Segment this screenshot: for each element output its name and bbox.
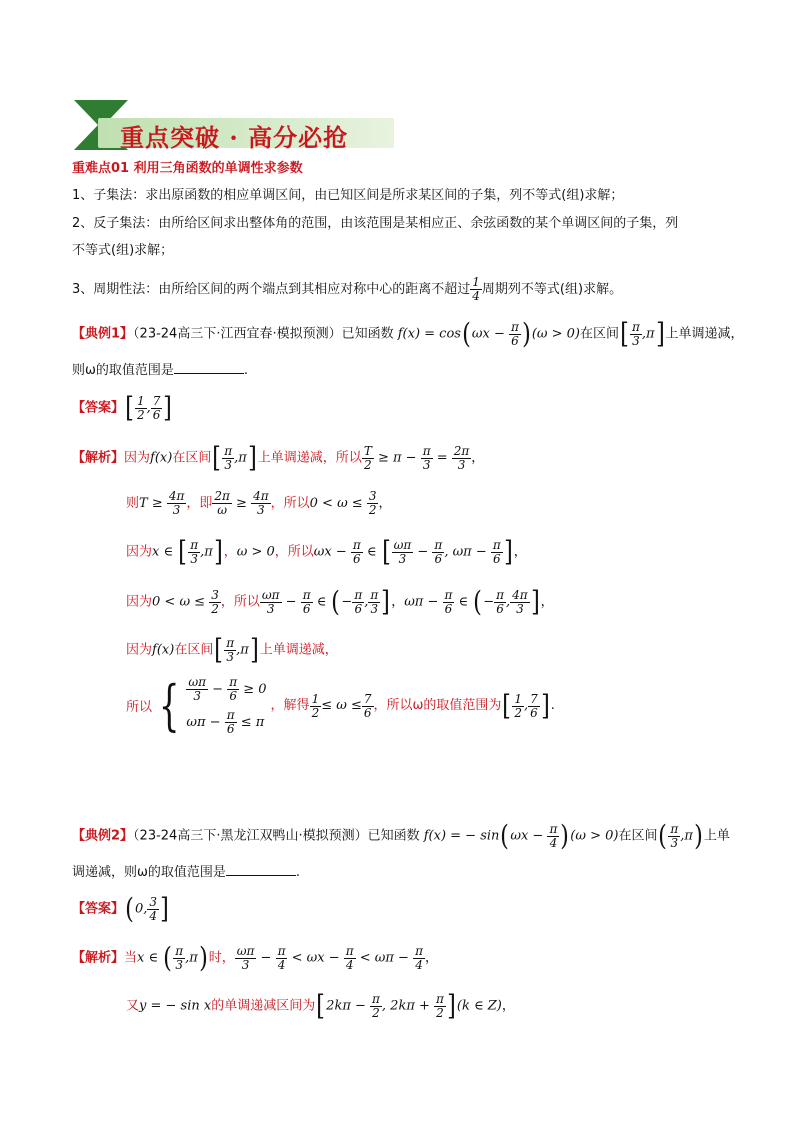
answer-blank [226, 862, 296, 876]
method-3: 3、周期性法：由所给区间的两个端点到其相应对称中心的距离不超过 $\frac{1}{4}$ 周期列不等式(组)求解。 [72, 275, 623, 303]
example-2-answer: 【答案】(0, $\frac{3}{4}$ ] [72, 892, 169, 925]
example-1-analysis-4: 因为0 < ω ≤ $\frac{3}{2}$ ，所以 $\frac{\omega\pi}{3}$ − $\frac{\pi}{6}$ ∈ (− $\frac{\pi}{6}$ , $\frac{\pi}{3}$ ]，ωπ − $\frac{\pi}{6}$ ∈ (− $\frac{\pi}{6}$ , $\frac{4\pi}{3}$ ]， [126, 585, 554, 618]
example-tag: 【典例2】 [72, 828, 134, 844]
example-1-analysis-1: 【解析】因为f(x)在区间[ $\frac{\pi}{3}$ ,π]上单调递减，所以 $\frac{T}{2}$ ≥ π − $\frac{\pi}{3}$ = $\frac{2\pi}{3}$ ， [72, 441, 485, 474]
example-tag: 【典例1】 [72, 326, 134, 342]
example-2-line-1: 【典例2】（23-24高三下·黑龙江双鸭山·模拟预测）已知函数 f(x) = − sin(ωx − $\frac{\pi}{4}$ )(ω > 0)在区间( $\frac{\pi}{3}$ ,π)上单 [72, 819, 730, 852]
example-1-line-1: 【典例1】（23-24高三下·江西宜春·模拟预测）已知函数 f(x) = cos(ωx − $\frac{\pi}{6}$ )(ω > 0)在区间[ $\frac{\pi}{3}$ ,π]上单调递减， [72, 317, 744, 350]
example-2-analysis-1: 【解析】当x ∈ ( $\frac{\pi}{3}$ ,π)时， $\frac{\omega\pi}{3}$ − $\frac{\pi}{4}$ < ωx − $\frac{\pi}{4}$ < ωπ − $\frac{\pi}{4}$ ， [72, 941, 438, 974]
example-2-line-2: 调递减，则ω的取值范围是 . [72, 862, 300, 882]
method-1: 1、子集法：求出原函数的相应单调区间，由已知区间是所求某区间的子集，列不等式(组)求解； [72, 188, 624, 203]
section-heading: 重难点01 利用三角函数的单调性求参数 [72, 161, 303, 176]
example-1-answer: 【答案】[ $\frac{1}{2}$ , $\frac{7}{6}$ ] [72, 391, 173, 424]
section-banner [72, 98, 394, 152]
example-1-analysis-3: 因为x ∈ [ $\frac{\pi}{3}$ ,π]，ω > 0，所以ωx − $\frac{\pi}{6}$ ∈ [ $\frac{\omega\pi}{3}$ − $\frac{\pi}{6}$ , ωπ − $\frac{\pi}{6}$ ]， [126, 535, 527, 568]
example-1-analysis-2: 则T ≥ $\frac{4\pi}{3}$ ，即 $\frac{2\pi}{\omega}$ ≥ $\frac{4\pi}{3}$ ，所以0 < ω ≤ $\frac{3}{2}$ ， [126, 489, 392, 517]
example-2-analysis-2: 又y = − sin x的单调递减区间为[2kπ − $\frac{\pi}{2}$ , 2kπ + $\frac{\pi}{2}$ ](k ∈ Z)， [126, 989, 515, 1022]
banner-title: 重点突破 · 高分必抢 [120, 123, 349, 152]
method-2-cont: 不等式(组)求解； [72, 243, 174, 258]
frac-quarter: $\frac{1}{4}$ [472, 275, 480, 303]
method-2: 2、反子集法：由所给区间求出整体角的范围，由该范围是某相应正、余弦函数的某个单调区间的子集，列 [72, 216, 679, 231]
answer-blank [174, 360, 244, 374]
example-1-analysis-6: 所以 { $\frac{\omega\pi}{3}$ − $\frac{\pi}{6}$ ≥ 0 ωπ − $\frac{\pi}{6}$ ≤ π ，解得 $\frac{1}{2}$ ≤ ω ≤ $\frac{7}{6}$ ，所以ω的取值范围为 [ $\frac{1}{2}$ , $\frac{7}{6}$ ] . [126, 674, 555, 737]
example-1-analysis-5: 因为f(x)在区间[ $\frac{\pi}{3}$ ,π]上单调递减， [126, 633, 338, 666]
example-1-line-2: 则ω的取值范围是 . [72, 360, 248, 380]
